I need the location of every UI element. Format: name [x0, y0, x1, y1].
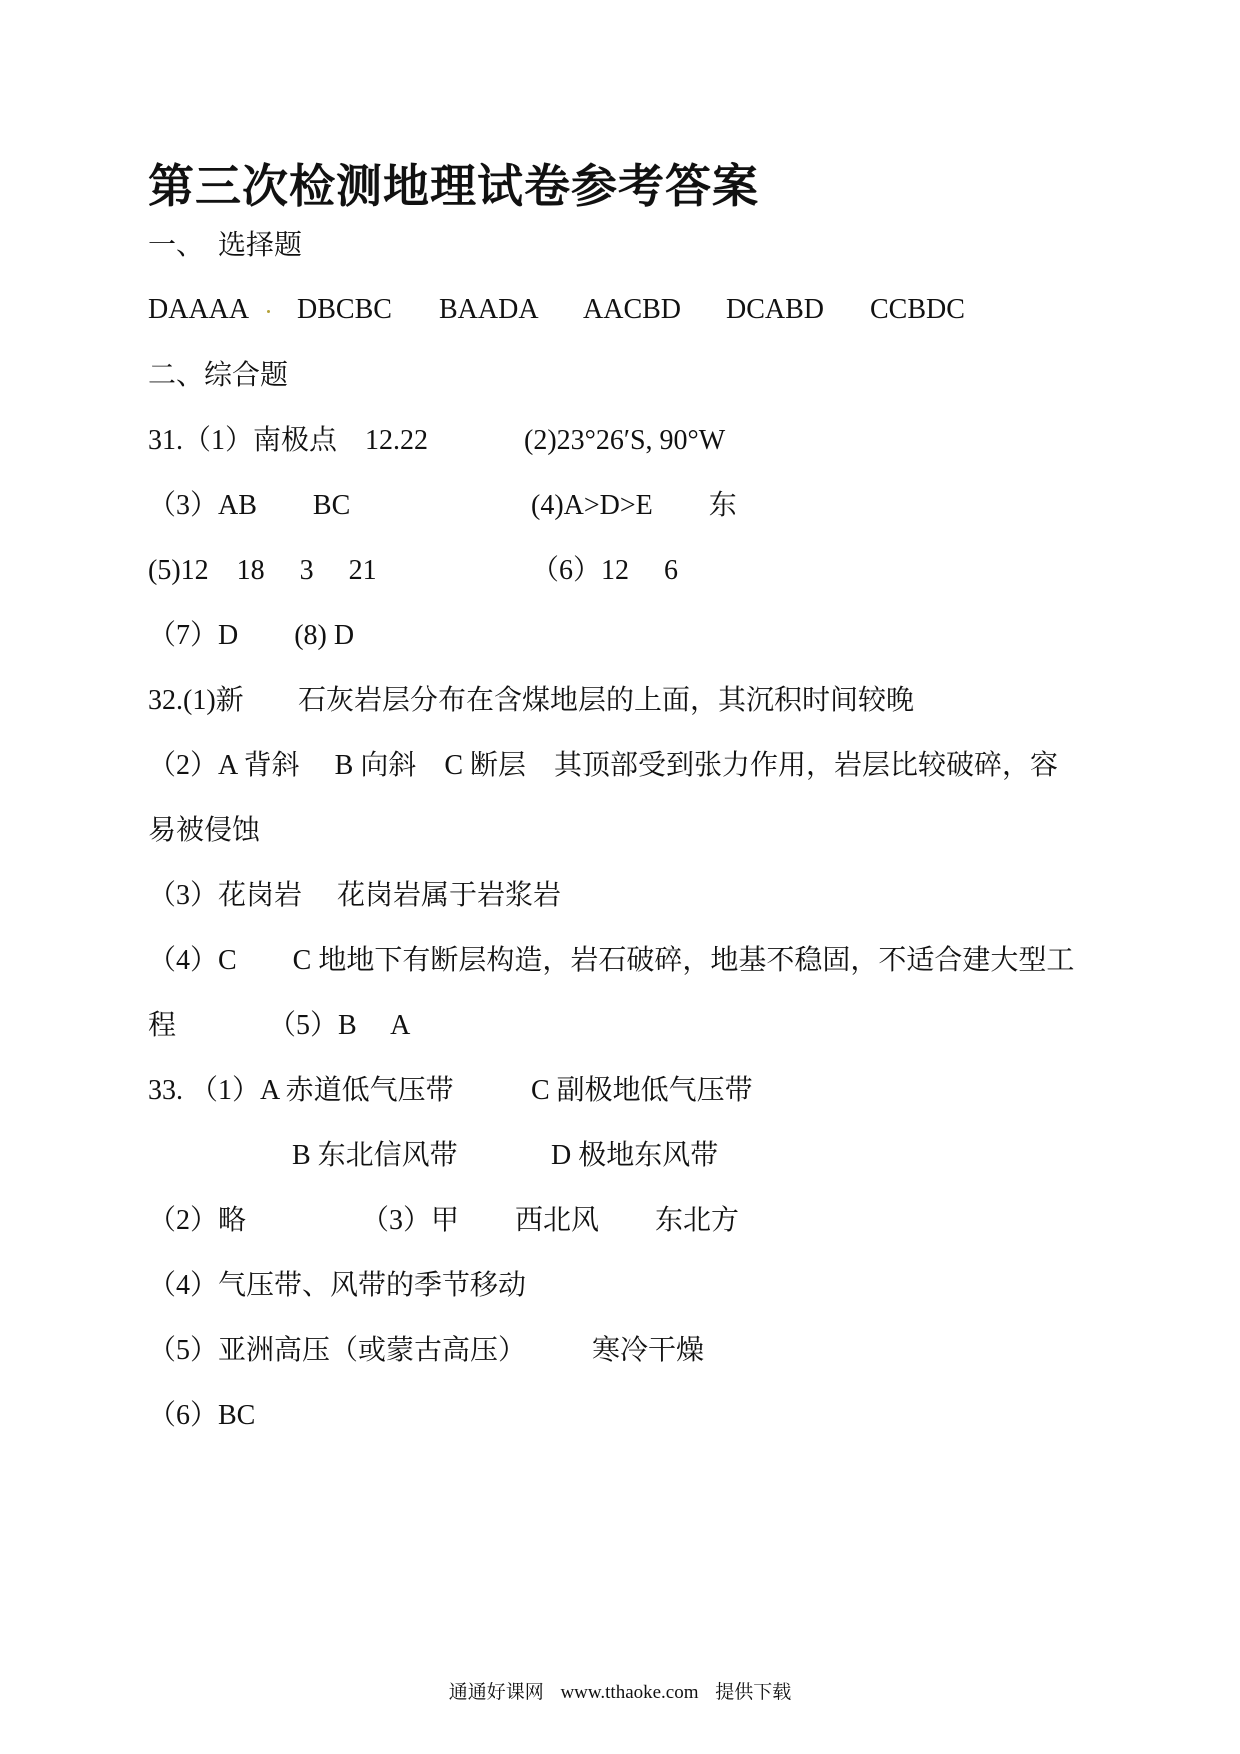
q31-line-1: [148, 427, 1048, 457]
q32-answer-3: （3）花岗岩 花岗岩属于岩浆岩: [148, 880, 562, 911]
q32-answer-2-cont: 易被侵蚀: [148, 815, 261, 846]
q32-answer-5: （5）B A: [268, 1010, 411, 1041]
q33-answer-1d: D 极地东风带: [551, 1140, 719, 1171]
q31-line-2: [148, 492, 1048, 522]
q32-answer-4-cont: 程: [148, 1010, 177, 1041]
q33-line-2: [148, 1142, 1048, 1172]
q33-answer-2: （2）略: [148, 1205, 247, 1236]
q31-answer-1: 31.（1）南极点 12.22: [148, 425, 429, 456]
q33-answer-5a: （5）亚洲高压（或蒙古高压）: [148, 1335, 527, 1366]
q33-answer-3: （3）甲 西北风 东北方: [361, 1205, 740, 1236]
footer-suffix: 提供下载: [715, 1682, 792, 1703]
section-heading-comprehensive: 二、综合题: [148, 360, 289, 391]
footer-site-name: 通通好课网: [448, 1682, 544, 1703]
q33-line-1: [148, 1077, 1048, 1107]
q32-answer-4: （4）C C 地地下有断层构造，岩石破碎，地基不稳固，不适合建大型工: [148, 945, 1075, 976]
q31-answer-4: (4)A>D>E 东: [531, 490, 737, 521]
stray-mark: [267, 310, 270, 313]
page-title: 第三次检测地理试卷参考答案: [148, 159, 759, 213]
page-footer: [0, 1677, 1240, 1704]
choice-answers-group-4: AACBD: [583, 294, 682, 325]
q31-answer-5: (5)12 18 3 21: [148, 555, 377, 586]
q31-answer-3: （3）AB BC: [148, 490, 351, 521]
q32-answer-1-reason: 石灰岩层分布在含煤地层的上面，其沉积时间较晚: [298, 685, 915, 716]
q33-answer-6: （6）BC: [148, 1400, 256, 1431]
q31-answer-2: (2)23°26′S, 90°W: [524, 425, 726, 456]
q32-line-6: [148, 1012, 1048, 1042]
q32-line-1: [148, 687, 1048, 717]
footer-url[interactable]: www.tthaoke.com: [560, 1682, 699, 1703]
q33-answer-1c: C 副极地低气压带: [531, 1075, 753, 1106]
choice-answers-group-3: BAADA: [439, 294, 539, 325]
section-heading-choice: 一、 选择题: [148, 230, 303, 261]
choice-answers-row: [148, 296, 1048, 326]
q32-answer-2: （2）A 背斜 B 向斜 C 断层 其顶部受到张力作用，岩层比较破碎，容: [148, 750, 1059, 781]
q33-line-5: [148, 1337, 1048, 1367]
q31-answer-7-8: （7）D (8) D: [148, 620, 355, 651]
q32-answer-1-label: 32.(1)新: [148, 685, 244, 716]
choice-answers-group-5: DCABD: [726, 294, 825, 325]
choice-answers-group-6: CCBDC: [870, 294, 965, 325]
q33-answer-1a: 33. （1）A 赤道低气压带: [148, 1075, 454, 1106]
choice-answers-group-2: DBCBC: [297, 294, 392, 325]
q31-answer-6: （6）12 6: [531, 555, 679, 586]
choice-answers-group-1: DAAAA: [148, 294, 250, 325]
q33-answer-4: （4）气压带、风带的季节移动: [148, 1270, 527, 1301]
q31-line-3: [148, 557, 1048, 587]
q33-answer-5b: 寒冷干燥: [592, 1335, 705, 1366]
q33-answer-1b: B 东北信风带: [292, 1140, 458, 1171]
q33-line-3: [148, 1207, 1048, 1237]
